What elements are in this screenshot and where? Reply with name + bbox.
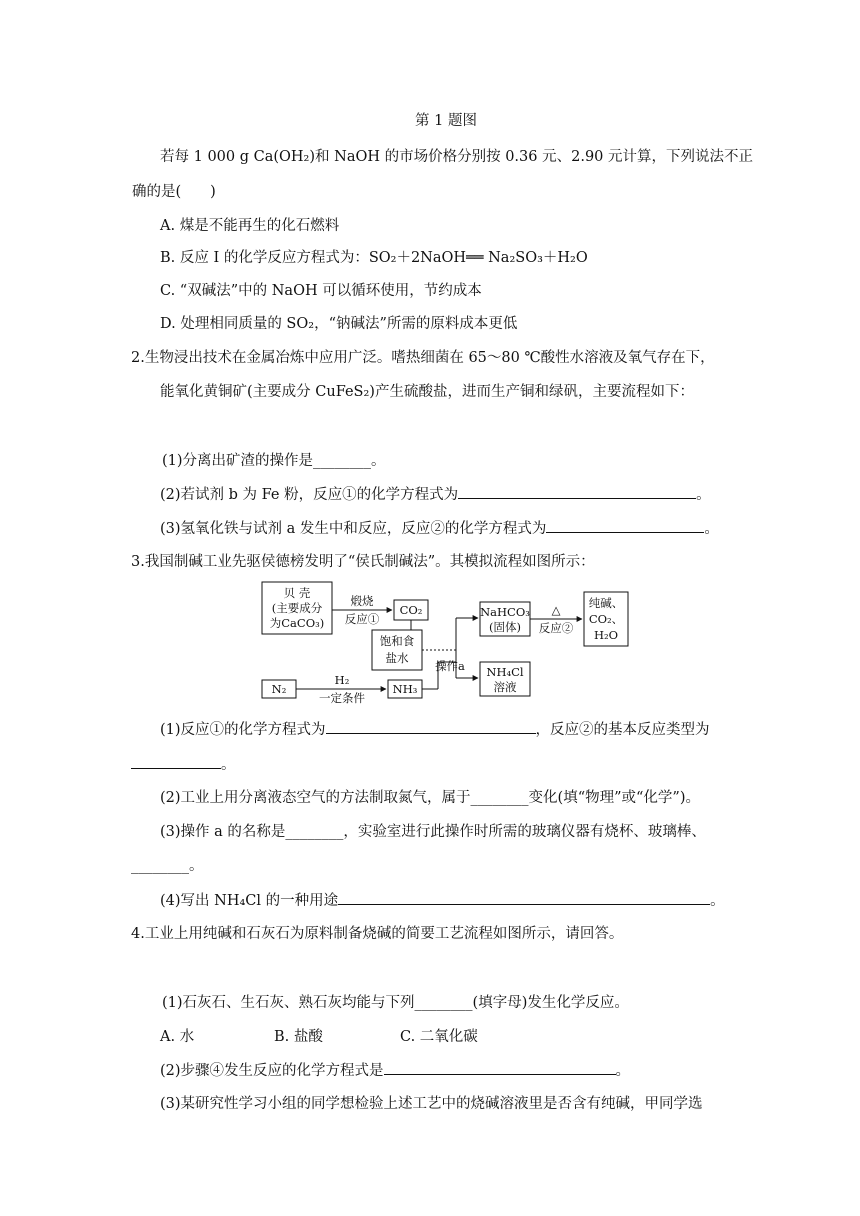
q4-part1: (1)石灰石、生石灰、熟石灰均能与下列________(填字母)发生化学反应。 — [162, 995, 629, 1011]
q4-option-b: B. 盐酸 — [274, 1029, 323, 1045]
delta-label: △ — [551, 603, 561, 617]
q2-part2-end: 。 — [696, 487, 711, 503]
q2-part3-text: (3)氢氧化铁与试剂 a 发生中和反应，反应②的化学方程式为 — [160, 521, 547, 537]
q4-part2 — [160, 1060, 630, 1081]
q1-option-b: B. 反应 Ⅰ 的化学反应方程式为：SO₂＋2NaOH══ Na₂SO₃＋H₂O — [160, 250, 588, 266]
q3-stem: 3.我国制碱工业先驱侯德榜发明了“侯氏制碱法”。其模拟流程如图所示： — [131, 554, 595, 570]
q3-part3: (3)操作 a 的名称是________，实验室进行此操作时所需的玻璃仪器有烧杯、玻璃棒、 — [160, 824, 706, 840]
reaction2-label: 反应② — [538, 621, 574, 635]
q2-part2-text: (2)若试剂 b 为 Fe 粉，反应①的化学方程式为 — [160, 487, 459, 503]
q3-part1-text2: ，反应②的基本反应类型为 — [535, 722, 710, 738]
q3-part3-cont: ________。 — [131, 858, 204, 874]
q1-stem-line1: 若每 1 000 g Ca(OH₂)和 NaOH 的市场价格分别按 0.36 元、2.90 元计算，下列说法不正 — [160, 149, 753, 165]
q3-part1-cont — [131, 754, 236, 775]
operation-a-label: 操作a — [435, 659, 465, 673]
q1-option-d: D. 处理相同质量的 SO₂，“钠碱法”所需的原料成本更低 — [160, 316, 518, 332]
brine-label-1: 饱和食 — [379, 634, 415, 648]
q4-part2-text: (2)步骤④发生反应的化学方程式是 — [160, 1063, 384, 1079]
nh4cl-label-2: 溶液 — [493, 680, 517, 694]
q2-part3-end: 。 — [704, 521, 719, 537]
arrow1-bottom-label: 反应① — [344, 612, 380, 626]
co2-label: CO₂ — [399, 603, 423, 617]
q3-part1 — [160, 719, 710, 740]
shell-label-1: 贝 壳 — [283, 586, 311, 600]
products-label-2: CO₂、 — [588, 612, 624, 626]
nahco3-label-1: NaHCO₃ — [480, 605, 530, 619]
arrow1-top-label: 煅烧 — [350, 594, 374, 608]
q4-part2-blank[interactable] — [384, 1060, 616, 1075]
q3-part4-blank[interactable] — [338, 890, 710, 905]
h2-label: H₂ — [334, 673, 350, 687]
shell-label-3: 为CaCO₃) — [269, 616, 325, 630]
q1-stem-line2: 确的是( ) — [132, 184, 216, 200]
products-label-3: H₂O — [593, 628, 619, 642]
q3-part1-end: 。 — [221, 757, 236, 773]
n2-label: N₂ — [271, 682, 287, 696]
nahco3-label-2: (固体) — [489, 620, 521, 634]
products-label-1: 纯碱、 — [588, 596, 624, 610]
q4-stem: 4.工业上用纯碱和石灰石为原料制备烧碱的简要工艺流程如图所示，请回答。 — [131, 926, 624, 942]
q2-stem-line2: 能氧化黄铜矿(主要成分 CuFeS₂)产生硫酸盐，进而生产铜和绿矾，主要流程如下： — [160, 384, 694, 400]
brine-label-2: 盐水 — [385, 651, 409, 665]
q2-stem-line1: 2.生物浸出技术在金属冶炼中应用广泛。嗜热细菌在 65～80 ℃酸性水溶液及氧气存在下， — [131, 350, 715, 366]
shell-label-2: (主要成分 — [271, 601, 323, 615]
condition-label: 一定条件 — [319, 691, 365, 705]
q2-part3 — [160, 518, 719, 539]
q3-part4-text: (4)写出 NH₄Cl 的一种用途 — [160, 893, 339, 909]
q4-option-a: A. 水 — [160, 1029, 195, 1045]
nh4cl-label-1: NH₄Cl — [486, 665, 524, 679]
nh3-label: NH₃ — [392, 682, 418, 696]
q3-part4-end: 。 — [710, 893, 725, 909]
q3-part1-blank1[interactable] — [326, 719, 536, 734]
process-flow-diagram — [240, 576, 640, 706]
q2-part2-blank[interactable] — [458, 484, 696, 499]
q1-option-a: A. 煤是不能再生的化石燃料 — [160, 218, 340, 234]
q4-part3: (3)某研究性学习小组的同学想检验上述工艺中的烧碱溶液里是否含有纯碱，甲同学选 — [160, 1096, 703, 1112]
q2-part1: (1)分离出矿渣的操作是________。 — [162, 453, 386, 469]
figure-caption: 第 1 题图 — [415, 113, 477, 129]
q3-part1-blank2[interactable] — [131, 754, 221, 769]
q2-part3-blank[interactable] — [546, 518, 704, 533]
q3-part4 — [160, 890, 725, 911]
q1-option-c: C. “双碱法”中的 NaOH 可以循环使用，节约成本 — [160, 283, 482, 299]
q4-part2-end: 。 — [615, 1063, 631, 1079]
q3-part2: (2)工业上用分离液态空气的方法制取氮气，属于________变化(填“物理”或“化学”)。 — [160, 790, 701, 806]
q2-part2 — [160, 484, 711, 505]
q3-part1-text: (1)反应①的化学方程式为 — [160, 722, 326, 738]
q4-option-c: C. 二氧化碳 — [400, 1029, 478, 1045]
